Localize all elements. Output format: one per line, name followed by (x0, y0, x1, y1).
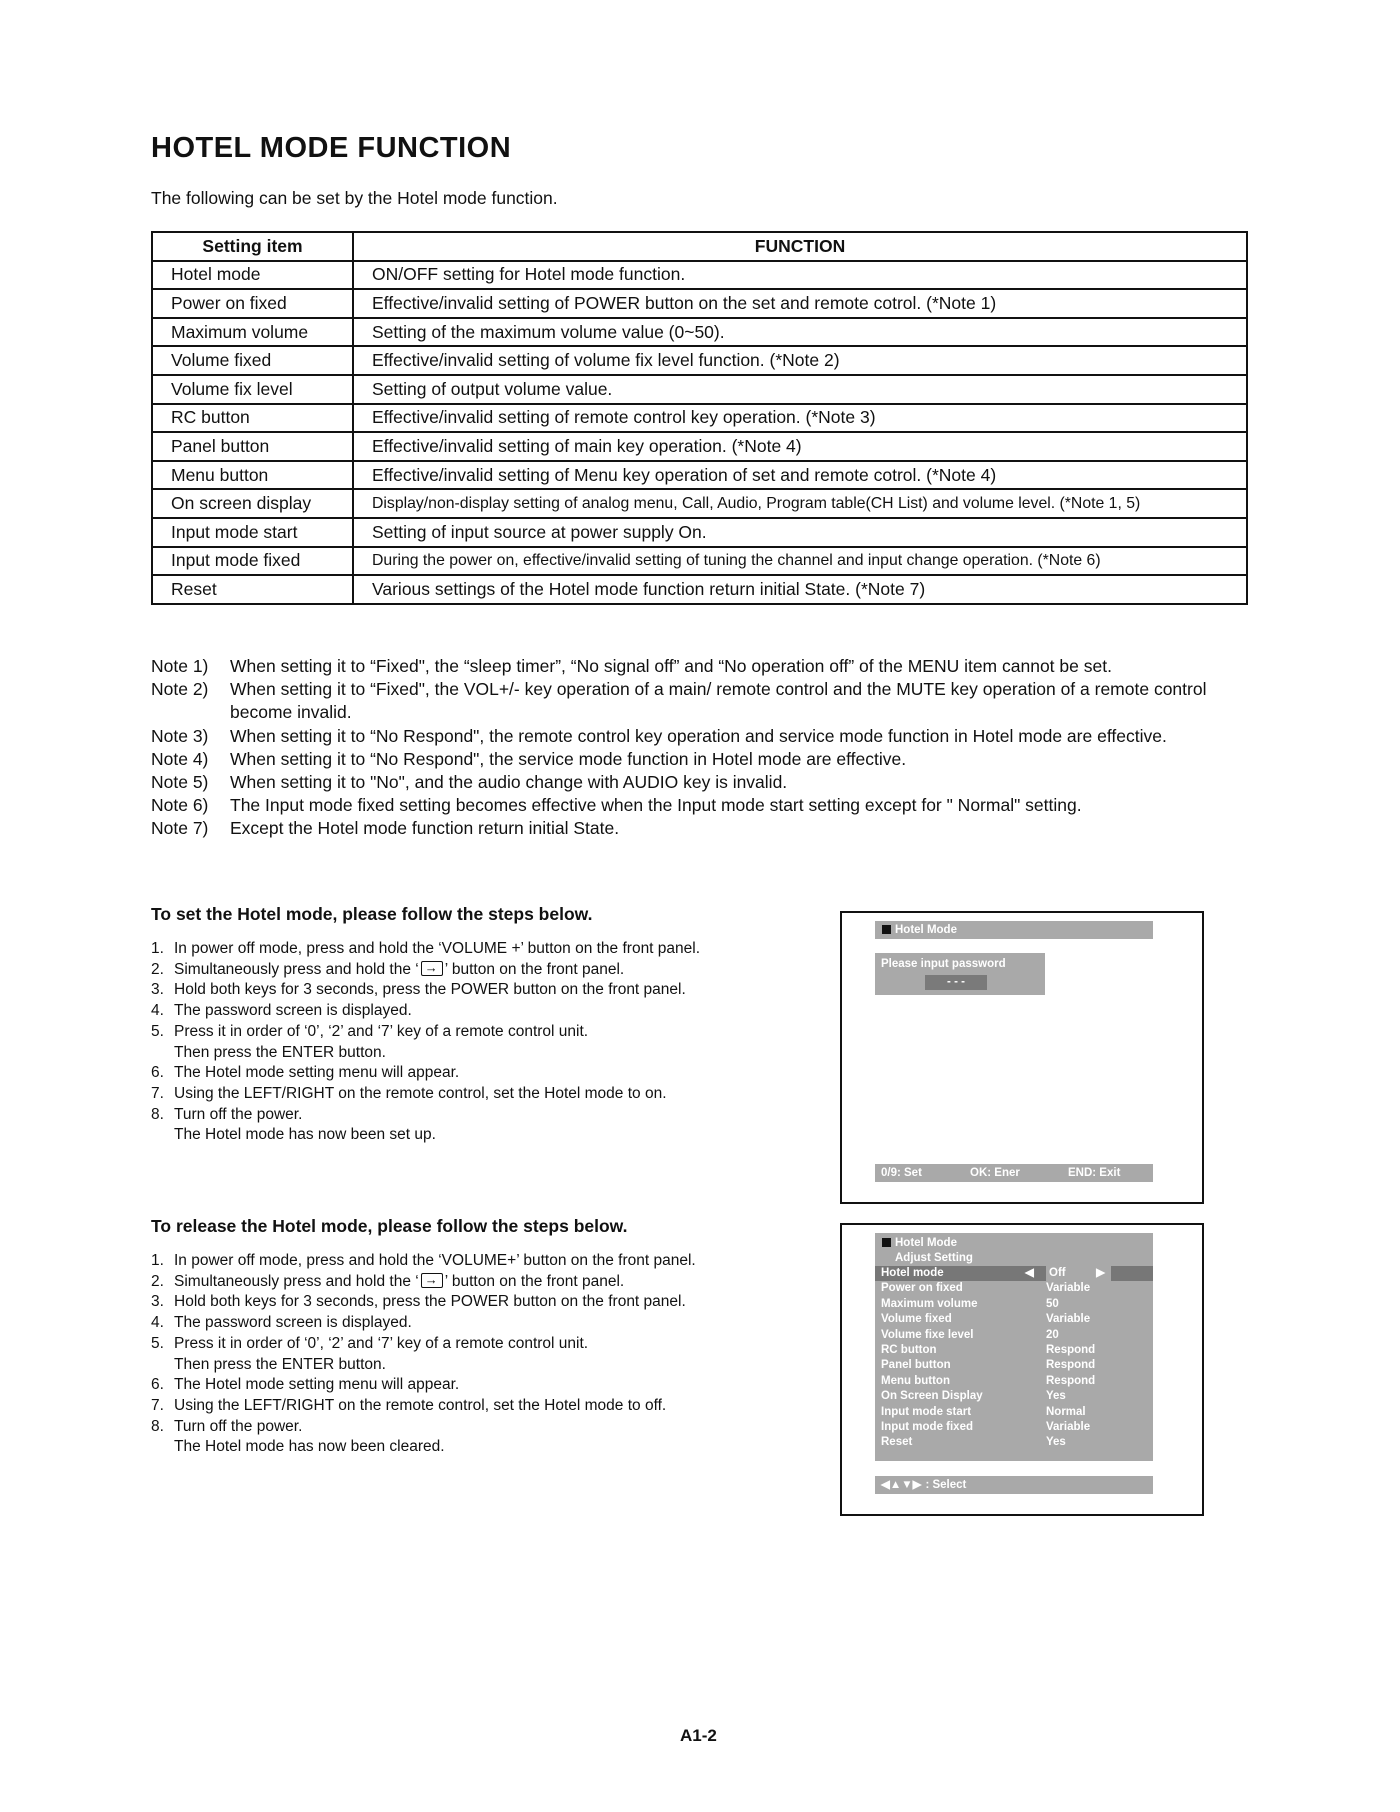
menu-row-label: Hotel mode (881, 1267, 944, 1279)
step-item: 3. Hold both keys for 3 seconds, press the POWER button on the front panel. (151, 980, 801, 1001)
step-item: 7. Using the LEFT/RIGHT on the remote control, set the Hotel mode to off. (151, 1396, 801, 1417)
setting-item: Hotel mode (152, 261, 353, 290)
input-key-icon (421, 961, 443, 976)
square-bullet-icon (882, 1238, 891, 1247)
step-text: The Hotel mode setting menu will appear. (174, 1064, 460, 1082)
menu-row-label: Reset (881, 1436, 913, 1449)
setting-item: Reset (152, 575, 353, 604)
header-function: FUNCTION (353, 232, 1247, 261)
setting-item: On screen display (152, 489, 353, 518)
intro-text: The following can be set by the Hotel mode function. (151, 188, 558, 208)
note-label: Note 5) (151, 772, 209, 793)
note-label: Note 6) (151, 795, 209, 816)
note-text: Except the Hotel mode function return initial State. (230, 818, 620, 839)
menu-row[interactable] (875, 1358, 1153, 1373)
password-input[interactable]: - - - (925, 975, 987, 990)
note-text: When setting it to “Fixed", the VOL+/- key operation of a main/ remote control and the MUTE key operation of a remote control become invalid. (230, 679, 1207, 723)
step-text: In power off mode, press and hold the ‘VOLUME+’ button on the front panel. (174, 1252, 696, 1269)
menu-row-value: Respond (1046, 1374, 1096, 1387)
footer-exit: END: Exit (1068, 1167, 1121, 1179)
menu-row-label: RC button (881, 1343, 937, 1356)
step-text: In power off mode, press and hold the ‘VOLUME +’ button on the front panel. (174, 940, 701, 957)
setting-item: Power on fixed (152, 289, 353, 318)
step-continuation: The Hotel mode has now been set up. (174, 1126, 436, 1144)
note-label: Note 4) (151, 748, 209, 769)
setting-item: Menu button (152, 461, 353, 490)
table-header-row (152, 232, 1247, 261)
menu-row-value: Variable (1046, 1313, 1091, 1326)
password-prompt: Please input password (881, 958, 1006, 970)
menu-row-value: Yes (1046, 1390, 1066, 1403)
table-row (152, 375, 1247, 404)
menu-screen-footer (875, 1476, 1153, 1494)
menu-row[interactable] (875, 1328, 1153, 1343)
step-item: 1. In power off mode, press and hold the ‘VOLUME +’ button on the front panel. (151, 939, 801, 960)
setting-function: During the power on, effective/invalid setting of tuning the channel and input change operation. (*Note 6) (353, 547, 1247, 576)
right-arrow-icon[interactable]: ▶ (1096, 1267, 1105, 1279)
setting-function: Setting of output volume value. (353, 375, 1247, 404)
step-text-suffix: ’ button on the front panel. (444, 1272, 625, 1290)
step-continuation: Then press the ENTER button. (174, 1043, 386, 1061)
step-text: Hold both keys for 3 seconds, press the POWER button on the front panel. (174, 981, 686, 999)
table-row (152, 318, 1247, 347)
menu-row-label: Power on fixed (881, 1282, 963, 1295)
menu-row-value: Respond (1046, 1343, 1096, 1356)
menu-row-label: Volume fixed (881, 1313, 952, 1326)
setting-item: Input mode start (152, 518, 353, 547)
menu-row-value: Variable (1046, 1282, 1091, 1295)
table-row (152, 461, 1247, 490)
step-text: Simultaneously press and hold the ‘ (174, 1272, 419, 1290)
setting-item: Volume fix level (152, 375, 353, 404)
menu-row[interactable] (875, 1420, 1153, 1435)
table-row (152, 261, 1247, 290)
menu-row-value: 50 (1046, 1297, 1059, 1310)
setting-function: Setting of input source at power supply On. (353, 518, 1247, 547)
table-row (152, 518, 1247, 547)
note-item (151, 678, 1251, 724)
menu-row-value: Yes (1046, 1436, 1066, 1449)
menu-row-value: 20 (1046, 1328, 1059, 1341)
step-item: 7. Using the LEFT/RIGHT on the remote control, set the Hotel mode to on. (151, 1084, 801, 1105)
menu-row-value: Respond (1046, 1359, 1096, 1372)
menu-header (875, 1235, 1153, 1251)
hotel-menu-panel (875, 1233, 1153, 1461)
step-text: Turn off the power. (174, 1105, 303, 1123)
setting-function: Effective/invalid setting of remote control key operation. (*Note 3) (353, 404, 1247, 433)
menu-row[interactable] (875, 1343, 1153, 1358)
setting-function: Effective/invalid setting of POWER button on the set and remote cotrol. (*Note 1) (353, 289, 1247, 318)
step-continuation: The Hotel mode has now been cleared. (174, 1438, 445, 1456)
footer-set: 0/9: Set (881, 1167, 922, 1179)
note-item (151, 725, 1251, 748)
release-steps-list (151, 1251, 801, 1458)
set-section-heading: To set the Hotel mode, please follow the steps below. (151, 904, 593, 924)
step-text: The password screen is displayed. (174, 1314, 412, 1332)
note-item (151, 794, 1251, 817)
setting-item: Volume fixed (152, 346, 353, 375)
setting-function: ON/OFF setting for Hotel mode function. (353, 261, 1247, 290)
table-row (152, 547, 1247, 576)
step-item: 2. Simultaneously press and hold the ‘→ ’ button on the front panel. (151, 1272, 801, 1293)
menu-row-label: Input mode fixed (881, 1420, 973, 1433)
password-prompt-box (875, 953, 1045, 995)
notes-list (151, 655, 1251, 841)
step-item: 8. Turn off the power. (151, 1417, 801, 1438)
note-text: The Input mode fixed setting becomes effective when the Input mode start setting except for " Normal" setting. (230, 795, 1082, 816)
note-item (151, 771, 1251, 794)
note-text: When setting it to “No Respond", the service mode function in Hotel mode are effective. (230, 748, 907, 769)
table-row (152, 346, 1247, 375)
step-text: Simultaneously press and hold the ‘ (174, 960, 419, 978)
menu-row[interactable] (875, 1281, 1153, 1296)
step-item: 1. In power off mode, press and hold the ‘VOLUME+’ button on the front panel. (151, 1251, 801, 1272)
note-label: Note 1) (151, 656, 209, 676)
note-item (151, 655, 1251, 678)
step-item: 5. Press it in order of ‘0’, ‘2’ and ‘7’ key of a remote control unit. (151, 1334, 801, 1355)
set-hotel-mode-section (151, 904, 801, 1146)
menu-row-label: Maximum volume (881, 1297, 978, 1310)
release-section-heading: To release the Hotel mode, please follow the steps below. (151, 1216, 628, 1236)
note-label: Note 7) (151, 818, 209, 839)
menu-row-value: Off (1049, 1267, 1066, 1279)
menu-row[interactable] (875, 1374, 1153, 1389)
menu-row-value: Variable (1046, 1420, 1091, 1433)
step-item: 6. The Hotel mode setting menu will appear. (151, 1375, 801, 1396)
setting-function: Effective/invalid setting of main key operation. (*Note 4) (353, 432, 1247, 461)
note-text: When setting it to “No Respond", the remote control key operation and service mode function in Hotel mode are effective. (230, 725, 1167, 746)
setting-function: Setting of the maximum volume value (0~50). (353, 318, 1247, 347)
menu-row-label: Panel button (881, 1359, 951, 1372)
note-item (151, 748, 1251, 771)
menu-row-label: Menu button (881, 1374, 950, 1387)
note-text: When setting it to "No", and the audio change with AUDIO key is invalid. (230, 772, 788, 793)
menu-row-label: On Screen Display (881, 1390, 983, 1403)
page-number: A1-2 (680, 1726, 717, 1745)
arrow-keys-icon: ◀▲▼▶ (881, 1479, 922, 1491)
step-text: Using the LEFT/RIGHT on the remote control, set the Hotel mode to on. (174, 1084, 667, 1102)
table-row (152, 404, 1247, 433)
release-hotel-mode-section (151, 1216, 801, 1458)
step-text-suffix: ’ button on the front panel. (444, 960, 625, 978)
footer-ok: OK: Ener (970, 1167, 1020, 1179)
menu-row-label: Volume fixe level (881, 1328, 974, 1341)
step-text: Turn off the power. (174, 1417, 303, 1435)
setting-function: Display/non-display setting of analog menu, Call, Audio, Program table(CH List) and volume level. (*Note 1, 5) (353, 489, 1247, 518)
note-item (151, 817, 1251, 840)
setting-item: Maximum volume (152, 318, 353, 347)
password-screen-footer (875, 1164, 1153, 1182)
menu-row[interactable] (875, 1389, 1153, 1404)
setting-function: Various settings of the Hotel mode function return initial State. (*Note 7) (353, 575, 1247, 604)
menu-row[interactable] (875, 1405, 1153, 1420)
step-item: 4. The password screen is displayed. (151, 1313, 801, 1334)
header-setting-item: Setting item (152, 232, 353, 261)
menu-row-hotel-mode[interactable] (875, 1266, 1153, 1281)
step-text: The password screen is displayed. (174, 1002, 412, 1020)
header-label: Hotel Mode (895, 924, 957, 936)
step-item: 6. The Hotel mode setting menu will appear. (151, 1063, 801, 1084)
menu-row[interactable] (875, 1297, 1153, 1312)
table-row (152, 289, 1247, 318)
step-text: Press it in order of ‘0’, ‘2’ and ‘7’ key of a remote control unit. (174, 1334, 589, 1352)
step-item: 8. Turn off the power. (151, 1105, 801, 1126)
setting-function: Effective/invalid setting of Menu key operation of set and remote cotrol. (*Note 4) (353, 461, 1247, 490)
setting-function: Effective/invalid setting of volume fix level function. (*Note 2) (353, 346, 1247, 375)
hotel-menu-screen (840, 1223, 1204, 1516)
step-item: 4. The password screen is displayed. (151, 1001, 801, 1022)
note-text: When setting it to “Fixed", the “sleep timer”, “No signal off” and “No operation off” of the MENU item cannot be set. (230, 656, 1112, 676)
setting-item: RC button (152, 404, 353, 433)
step-text: Using the LEFT/RIGHT on the remote control, set the Hotel mode to off. (174, 1396, 667, 1414)
menu-row-value: Normal (1046, 1405, 1086, 1418)
left-arrow-icon[interactable]: ◀ (1025, 1267, 1034, 1279)
function-table (151, 231, 1248, 605)
table-row (152, 432, 1247, 461)
menu-row-label: Input mode start (881, 1405, 972, 1418)
setting-item: Input mode fixed (152, 547, 353, 576)
set-steps-list (151, 939, 801, 1146)
note-label: Note 2) (151, 679, 209, 700)
setting-item: Panel button (152, 432, 353, 461)
menu-row[interactable] (875, 1435, 1153, 1450)
password-screen-header (875, 921, 1153, 939)
step-text: The Hotel mode setting menu will appear. (174, 1376, 460, 1394)
step-text: Press it in order of ‘0’, ‘2’ and ‘7’ key of a remote control unit. (174, 1022, 589, 1040)
menu-header-label: Hotel Mode (895, 1237, 957, 1249)
square-bullet-icon (882, 925, 891, 934)
table-row (152, 489, 1247, 518)
note-label: Note 3) (151, 725, 209, 746)
input-key-icon (421, 1273, 443, 1288)
step-continuation: Then press the ENTER button. (174, 1355, 386, 1373)
step-item: 3. Hold both keys for 3 seconds, press the POWER button on the front panel. (151, 1292, 801, 1313)
table-row (152, 575, 1247, 604)
step-item: 5. Press it in order of ‘0’, ‘2’ and ‘7’ key of a remote control unit. (151, 1022, 801, 1043)
password-screen (840, 911, 1204, 1204)
step-text: Hold both keys for 3 seconds, press the POWER button on the front panel. (174, 1293, 686, 1311)
footer-select: : Select (925, 1479, 967, 1491)
page-title: HOTEL MODE FUNCTION (151, 132, 512, 164)
menu-subheader: Adjust Setting (895, 1252, 973, 1264)
step-item: 2. Simultaneously press and hold the ‘→ ’ button on the front panel. (151, 960, 801, 981)
menu-row[interactable] (875, 1312, 1153, 1327)
